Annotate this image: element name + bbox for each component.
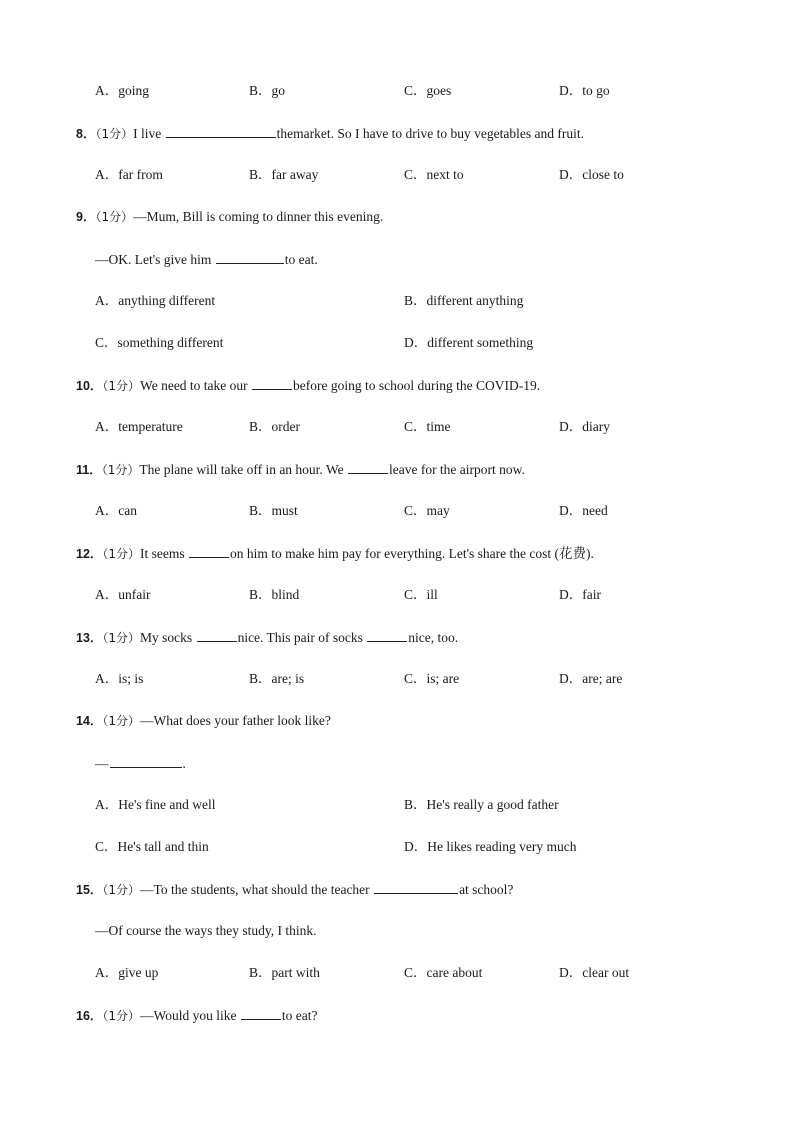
question-line bbox=[76, 712, 331, 730]
question-number: 11． bbox=[76, 463, 102, 477]
option-b[interactable] bbox=[249, 166, 318, 184]
option-letter: A． bbox=[95, 671, 119, 686]
option-letter: A． bbox=[95, 83, 119, 98]
option-a[interactable] bbox=[95, 292, 215, 310]
option-letter: D． bbox=[559, 965, 583, 980]
question-text: I live bbox=[133, 126, 165, 141]
option-d[interactable] bbox=[559, 586, 601, 604]
option-letter: C． bbox=[404, 167, 427, 182]
option-a[interactable] bbox=[95, 166, 163, 184]
option-a[interactable] bbox=[95, 670, 143, 688]
option-c[interactable] bbox=[404, 418, 451, 436]
question-text: —Of course the ways they study, I think. bbox=[95, 923, 317, 938]
option-text: must bbox=[271, 503, 298, 518]
option-letter: A． bbox=[95, 167, 119, 182]
option-text: is; are bbox=[426, 671, 460, 686]
option-letter: D． bbox=[559, 419, 583, 434]
option-letter: B． bbox=[404, 797, 427, 812]
option-letter: B． bbox=[249, 83, 272, 98]
question-text: My socks bbox=[140, 630, 196, 645]
question-number: 16． bbox=[76, 1009, 103, 1023]
option-d[interactable] bbox=[559, 964, 629, 982]
option-b[interactable] bbox=[404, 292, 523, 310]
question-points: （1分） bbox=[102, 883, 141, 897]
question-line bbox=[95, 250, 318, 269]
option-d[interactable] bbox=[404, 838, 576, 856]
question-line bbox=[76, 880, 513, 899]
option-c[interactable] bbox=[404, 166, 464, 184]
option-letter: D． bbox=[559, 671, 583, 686]
option-b[interactable] bbox=[249, 964, 320, 982]
option-text: are; are bbox=[582, 671, 623, 686]
question-text: The plane will take off in an hour. We bbox=[139, 462, 347, 477]
question-text: —Mum, Bill is coming to dinner this evening. bbox=[133, 209, 384, 224]
option-text: time bbox=[426, 419, 451, 434]
question-text: . bbox=[182, 756, 186, 771]
option-text: He likes reading very much bbox=[427, 839, 577, 854]
question-text: themarket. So I have to drive to buy vegetables and fruit. bbox=[276, 126, 585, 141]
answer-blank bbox=[374, 880, 458, 894]
option-c[interactable] bbox=[404, 964, 482, 982]
question-points: （1分） bbox=[102, 631, 141, 645]
option-c[interactable] bbox=[404, 82, 451, 100]
option-letter: D． bbox=[404, 335, 428, 350]
answer-blank bbox=[241, 1006, 281, 1020]
option-text: far away bbox=[271, 167, 319, 182]
option-c[interactable] bbox=[95, 838, 209, 856]
answer-blank bbox=[166, 124, 276, 138]
option-text: something different bbox=[117, 335, 224, 350]
option-d[interactable] bbox=[559, 418, 610, 436]
question-text: —To the students, what should the teacher bbox=[140, 882, 374, 897]
question-text: —What does your father look like? bbox=[140, 713, 331, 728]
question-line bbox=[95, 922, 316, 940]
option-letter: C． bbox=[404, 671, 427, 686]
option-c[interactable] bbox=[404, 502, 450, 520]
option-letter: C． bbox=[95, 839, 118, 854]
option-letter: D． bbox=[559, 503, 583, 518]
option-letter: B． bbox=[249, 167, 272, 182]
question-line bbox=[76, 460, 525, 479]
question-line bbox=[76, 376, 540, 395]
question-text: — bbox=[95, 756, 109, 771]
option-a[interactable] bbox=[95, 502, 137, 520]
question-points: （1分） bbox=[102, 547, 141, 561]
option-d[interactable] bbox=[559, 502, 608, 520]
question-text: We need to take our bbox=[140, 378, 252, 393]
option-d[interactable] bbox=[559, 166, 624, 184]
option-text: going bbox=[118, 83, 150, 98]
option-a[interactable] bbox=[95, 82, 149, 100]
option-text: clear out bbox=[582, 965, 630, 980]
option-d[interactable] bbox=[559, 670, 622, 688]
option-a[interactable] bbox=[95, 418, 183, 436]
option-text: ill bbox=[426, 587, 438, 602]
question-text: leave for the airport now. bbox=[388, 462, 525, 477]
option-b[interactable] bbox=[249, 502, 298, 520]
option-letter: A． bbox=[95, 587, 119, 602]
option-text: He's tall and thin bbox=[117, 839, 209, 854]
question-line bbox=[76, 628, 458, 647]
option-d[interactable] bbox=[559, 82, 610, 100]
question-number: 12． bbox=[76, 547, 103, 561]
answer-blank bbox=[348, 460, 388, 474]
question-number: 15． bbox=[76, 883, 103, 897]
option-letter: C． bbox=[404, 419, 427, 434]
option-c[interactable] bbox=[404, 670, 459, 688]
answer-blank bbox=[189, 544, 229, 558]
question-text: to eat? bbox=[281, 1008, 318, 1023]
question-points: （1分） bbox=[95, 127, 134, 141]
question-number: 10． bbox=[76, 379, 103, 393]
option-text: diary bbox=[582, 419, 610, 434]
question-points: （1分） bbox=[102, 714, 141, 728]
question-text: at school? bbox=[459, 882, 514, 897]
option-text: goes bbox=[426, 83, 452, 98]
option-letter: B． bbox=[249, 965, 272, 980]
option-text: next to bbox=[426, 167, 464, 182]
option-text: different something bbox=[427, 335, 534, 350]
option-letter: A． bbox=[95, 797, 119, 812]
option-letter: A． bbox=[95, 965, 119, 980]
option-a[interactable] bbox=[95, 796, 216, 814]
option-letter: C． bbox=[404, 965, 427, 980]
option-letter: B． bbox=[249, 671, 272, 686]
option-text: anything different bbox=[118, 293, 216, 308]
question-line bbox=[76, 1006, 317, 1025]
option-c[interactable] bbox=[404, 586, 438, 604]
option-text: may bbox=[426, 503, 450, 518]
option-letter: D． bbox=[559, 167, 583, 182]
answer-blank bbox=[110, 754, 182, 768]
question-text: nice. This pair of socks bbox=[237, 630, 367, 645]
question-number: 14． bbox=[76, 714, 103, 728]
question-line bbox=[76, 544, 594, 563]
option-letter: A． bbox=[95, 293, 119, 308]
option-text: give up bbox=[118, 965, 159, 980]
option-a[interactable] bbox=[95, 964, 158, 982]
answer-blank bbox=[367, 628, 407, 642]
question-line bbox=[76, 124, 584, 143]
option-a[interactable] bbox=[95, 586, 150, 604]
answer-blank bbox=[252, 376, 292, 390]
option-letter: B． bbox=[404, 293, 427, 308]
question-text: to eat. bbox=[284, 252, 318, 267]
question-points: （1分） bbox=[102, 379, 141, 393]
option-b[interactable] bbox=[249, 418, 300, 436]
option-text: fair bbox=[582, 587, 601, 602]
option-letter: C． bbox=[404, 83, 427, 98]
option-text: are; is bbox=[271, 671, 305, 686]
option-b[interactable] bbox=[404, 796, 559, 814]
question-text: nice, too. bbox=[408, 630, 459, 645]
option-letter: B． bbox=[249, 587, 272, 602]
option-text: is; is bbox=[118, 671, 144, 686]
option-letter: C． bbox=[404, 587, 427, 602]
option-letter: C． bbox=[95, 335, 118, 350]
option-b[interactable] bbox=[249, 670, 304, 688]
question-number: 9． bbox=[76, 210, 96, 224]
option-b[interactable] bbox=[249, 586, 299, 604]
question-number: 13． bbox=[76, 631, 103, 645]
question-number: 8． bbox=[76, 127, 96, 141]
option-letter: B． bbox=[249, 503, 272, 518]
option-text: order bbox=[271, 419, 300, 434]
option-d[interactable] bbox=[404, 334, 533, 352]
answer-blank bbox=[216, 250, 284, 264]
question-text: It seems bbox=[140, 546, 189, 561]
option-letter: C． bbox=[404, 503, 427, 518]
question-text: on him to make him pay for everything. Let's share the cost (花费). bbox=[230, 546, 594, 561]
option-letter: A． bbox=[95, 419, 119, 434]
option-text: He's really a good father bbox=[426, 797, 559, 812]
option-letter: D． bbox=[559, 587, 583, 602]
answer-blank bbox=[197, 628, 237, 642]
question-points: （1分） bbox=[95, 210, 134, 224]
option-text: need bbox=[582, 503, 608, 518]
question-points: （1分） bbox=[101, 463, 140, 477]
option-text: to go bbox=[582, 83, 610, 98]
question-text: before going to school during the COVID-19. bbox=[293, 378, 541, 393]
option-text: different anything bbox=[426, 293, 524, 308]
question-points: （1分） bbox=[102, 1009, 141, 1023]
option-letter: A． bbox=[95, 503, 119, 518]
option-text: unfair bbox=[118, 587, 151, 602]
option-c[interactable] bbox=[95, 334, 223, 352]
option-text: go bbox=[271, 83, 286, 98]
option-letter: D． bbox=[404, 839, 428, 854]
option-letter: B． bbox=[249, 419, 272, 434]
option-text: can bbox=[118, 503, 137, 518]
question-text: —Would you like bbox=[140, 1008, 240, 1023]
option-text: part with bbox=[271, 965, 320, 980]
option-b[interactable] bbox=[249, 82, 285, 100]
option-text: close to bbox=[582, 167, 624, 182]
option-text: care about bbox=[426, 965, 483, 980]
option-text: far from bbox=[118, 167, 163, 182]
option-text: He's fine and well bbox=[118, 797, 216, 812]
question-text: —OK. Let's give him bbox=[95, 252, 215, 267]
question-line bbox=[95, 754, 186, 773]
option-text: blind bbox=[271, 587, 300, 602]
option-letter: D． bbox=[559, 83, 583, 98]
option-text: temperature bbox=[118, 419, 183, 434]
question-line bbox=[76, 208, 383, 226]
